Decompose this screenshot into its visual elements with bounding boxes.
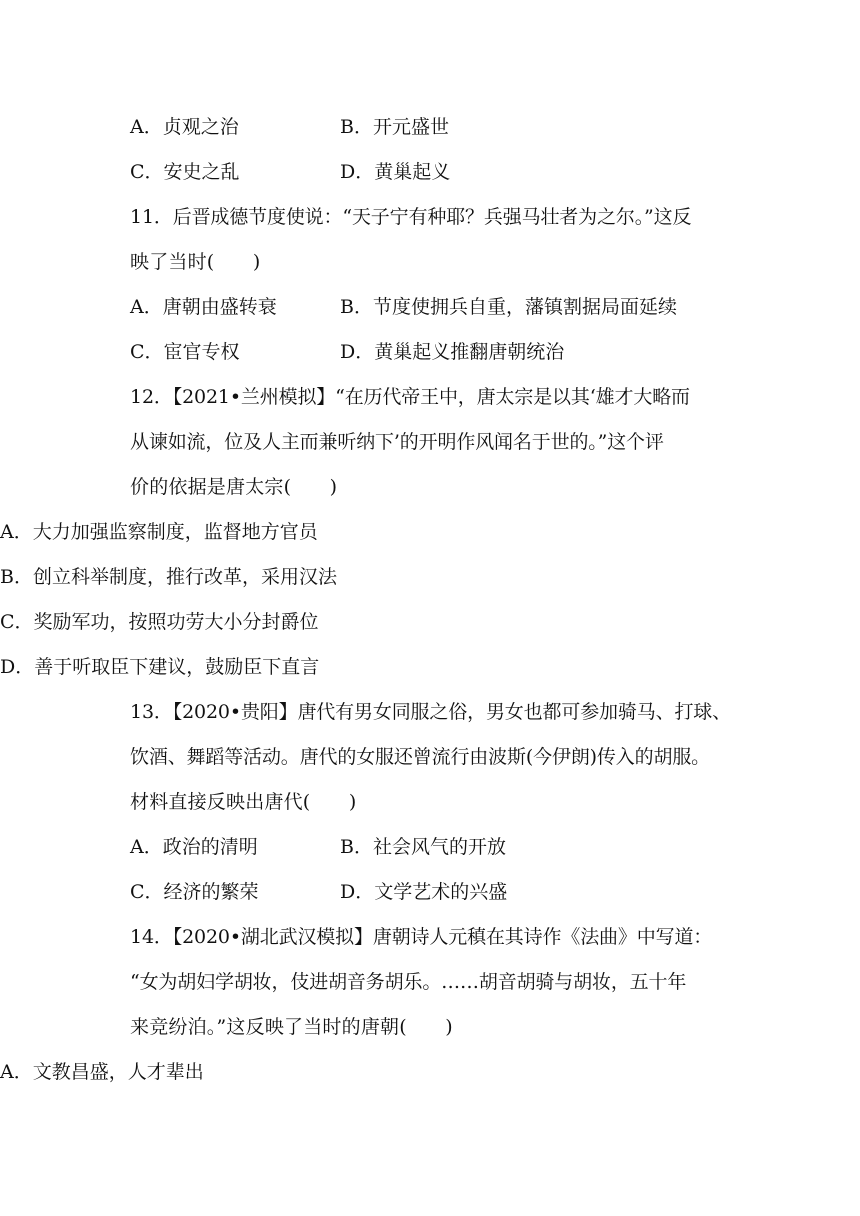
question-13-option-d: D．文学艺术的兴盛: [340, 881, 508, 903]
question-13-options-row-2: [130, 877, 740, 907]
options-row-2: [130, 157, 740, 187]
question-11-line-2: 映了当时( ): [130, 251, 261, 273]
question-14-line-1: 14．【2020•湖北武汉模拟】唐朝诗人元稹在其诗作《法曲》中写道：: [130, 926, 713, 948]
question-13-option-b: B．社会风气的开放: [340, 836, 506, 858]
question-11-option-a: A．唐朝由盛转衰: [130, 296, 277, 318]
question-11-line-1: 11．后晋成德节度使说：“天子宁有种耶？兵强马壮者为之尔。”这反: [130, 206, 692, 228]
question-14-option-a: A．文教昌盛，人才辈出: [0, 1061, 204, 1083]
question-13-line-1: 13．【2020•贵阳】唐代有男女同服之俗，男女也都可参加骑马、打球、: [130, 701, 731, 723]
option-b-text: B．开元盛世: [340, 116, 449, 138]
question-11-option-c: C．宦官专权: [130, 341, 240, 363]
question-11-option-b: B．节度使拥兵自重，藩镇割据局面延续: [340, 296, 677, 318]
question-12-line-3: 价的依据是唐太宗( ): [130, 476, 338, 498]
question-13-line-3: 材料直接反映出唐代( ): [130, 791, 357, 813]
option-d-text: D．黄巢起义: [340, 161, 451, 183]
question-12-line-2: 从谏如流，位及人主而兼听纳下’的开明作风闻名于世的。”这个评: [130, 431, 664, 453]
question-12-option-b: B．创立科举制度，推行改革，采用汉法: [0, 566, 337, 588]
question-12-option-d: D．善于听取臣下建议，鼓励臣下直言: [0, 656, 320, 678]
option-c-text: C．安史之乱: [130, 161, 240, 183]
question-13-line-2: 饮酒、舞蹈等活动。唐代的女服还曾流行由波斯(今伊朗)传入的胡服。: [130, 746, 711, 768]
question-13-option-a: A．政治的清明: [130, 836, 258, 858]
question-14-line-2: “女为胡妇学胡妆，伎进胡音务胡乐。……胡音胡骑与胡妆，五十年: [130, 971, 687, 993]
options-row-1: [130, 112, 740, 142]
option-a-text: A．贞观之治: [130, 116, 239, 138]
question-12-option-c: C．奖励军功，按照功劳大小分封爵位: [0, 611, 319, 633]
question-11-options-row-2: [130, 337, 740, 367]
question-13-options-row-1: [130, 832, 740, 862]
question-13-option-c: C．经济的繁荣: [130, 881, 259, 903]
question-11-options-row-1: [130, 292, 740, 322]
question-12-line-1: 12．【2021•兰州模拟】“在历代帝王中，唐太宗是以其‘雄才大略而: [130, 386, 690, 408]
question-11-option-d: D．黄巢起义推翻唐朝统治: [340, 341, 565, 363]
question-12-option-a: A．大力加强监察制度，监督地方官员: [0, 521, 318, 543]
question-14-line-3: 来竞纷泊。”这反映了当时的唐朝( ): [130, 1016, 453, 1038]
